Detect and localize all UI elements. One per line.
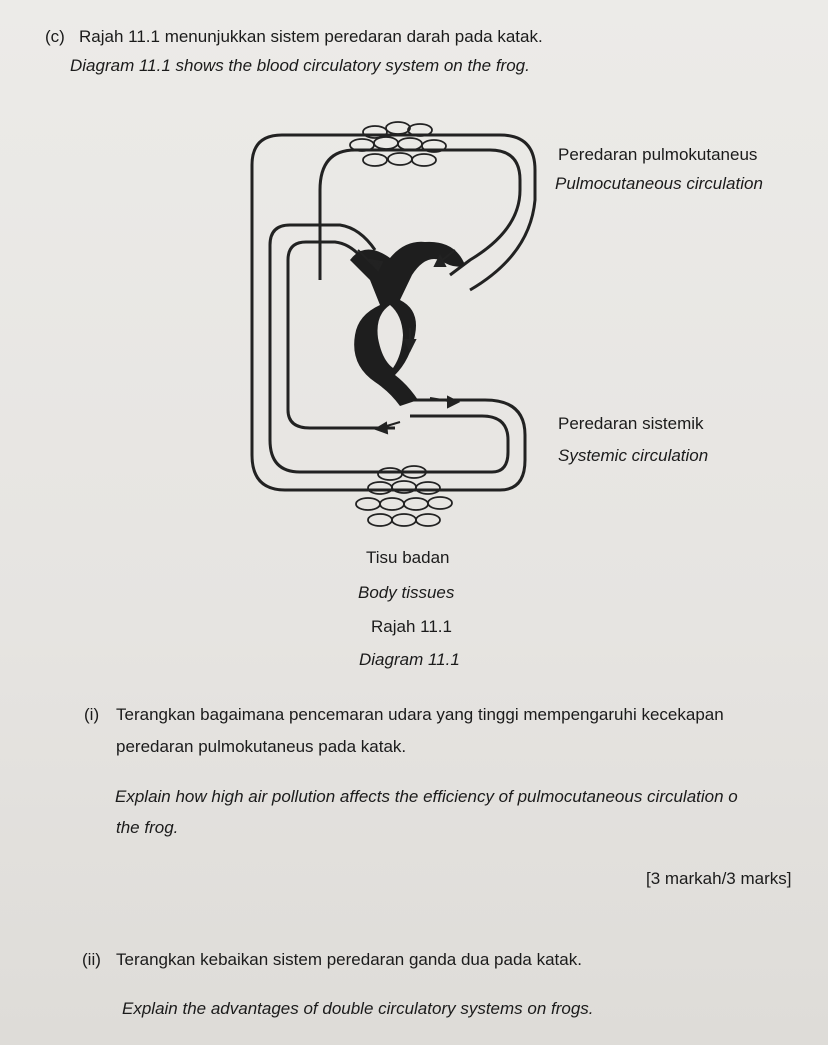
label-tissue-malay: Tisu badan bbox=[366, 548, 450, 567]
part-i-english-line1: Explain how high air pollution affects the efficiency of pulmocutaneous circulation o bbox=[115, 787, 738, 806]
intro-malay: Rajah 11.1 menunjukkan sistem peredaran darah pada katak. bbox=[79, 27, 543, 46]
part-i-english-line2: the frog. bbox=[116, 818, 179, 837]
part-i-marks: [3 markah/3 marks] bbox=[646, 869, 792, 888]
figure-caption-malay: Rajah 11.1 bbox=[371, 617, 452, 636]
label-pulmocutaneous-malay: Peredaran pulmokutaneus bbox=[558, 145, 758, 164]
label-systemic-english: Systemic circulation bbox=[558, 446, 709, 465]
part-i-label: (i) bbox=[84, 705, 100, 724]
frog-circulation-diagram bbox=[230, 110, 560, 540]
label-tissue-english: Body tissues bbox=[358, 583, 455, 602]
intro-english: Diagram 11.1 shows the blood circulatory system on the frog. bbox=[70, 56, 530, 75]
part-ii-label: (ii) bbox=[82, 950, 101, 969]
part-ii-malay: Terangkan kebaikan sistem peredaran ganda dua pada katak. bbox=[116, 950, 582, 969]
figure-caption-english: Diagram 11.1 bbox=[359, 650, 460, 669]
part-ii-english: Explain the advantages of double circulatory systems on frogs. bbox=[122, 999, 594, 1018]
label-pulmocutaneous-english: Pulmocutaneous circulation bbox=[555, 174, 763, 193]
part-i-malay-line1: Terangkan bagaimana pencemaran udara yang tinggi mempengaruhi kecekapan bbox=[116, 705, 724, 724]
part-label-c: (c) bbox=[45, 27, 65, 46]
label-systemic-malay: Peredaran sistemik bbox=[558, 414, 704, 433]
part-i-malay-line2: peredaran pulmokutaneus pada katak. bbox=[116, 737, 407, 756]
